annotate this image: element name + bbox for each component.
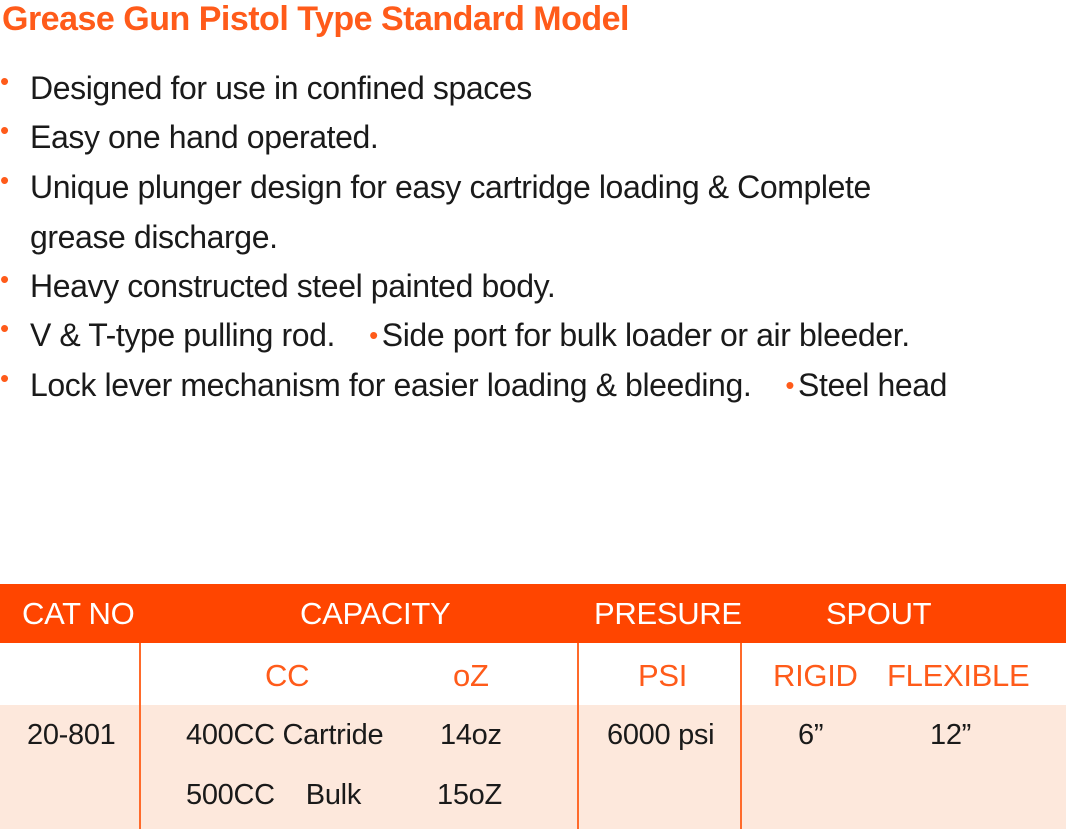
feature-text-group <box>30 317 910 354</box>
column-divider <box>740 643 742 829</box>
feature-text-extra: Steel head <box>798 367 948 403</box>
header-spout: SPOUT <box>826 596 932 631</box>
feature-text: grease discharge. <box>30 219 278 255</box>
cell-flexible: 12” <box>930 719 972 751</box>
cell-cat-no: 20-801 <box>27 719 116 751</box>
page-title: Grease Gun Pistol Type Standard Model <box>2 0 630 38</box>
header-pressure: PRESURE <box>594 596 742 631</box>
spec-table <box>0 584 1066 829</box>
subheader-cc: CC <box>265 658 310 693</box>
table-subheader-row <box>0 643 1066 705</box>
feature-text: Heavy constructed steel painted body. <box>30 268 556 304</box>
feature-text: Unique plunger design for easy cartridge loading & Complete <box>30 169 871 205</box>
cell-cc: 500CC Bulk <box>186 779 362 811</box>
bullet-icon: • <box>0 165 10 195</box>
subheader-flexible: FLEXIBLE <box>887 658 1030 693</box>
feature-text: Easy one hand operated. <box>30 119 379 155</box>
cell-pressure: 6000 psi <box>607 719 715 751</box>
bullet-icon: • <box>0 313 10 343</box>
header-cat-no: CAT NO <box>22 596 135 631</box>
subheader-oz: oZ <box>453 658 489 693</box>
bullet-icon: • <box>369 320 378 350</box>
column-divider <box>139 643 141 829</box>
feature-text: Lock lever mechanism for easier loading & bleeding. <box>30 367 752 403</box>
feature-text-group <box>30 367 947 404</box>
bullet-icon: • <box>0 115 10 145</box>
cell-rigid: 6” <box>798 719 824 751</box>
bullet-icon: • <box>0 264 10 294</box>
feature-text-extra: Side port for bulk loader or air bleeder. <box>381 317 910 353</box>
cell-oz: 15oZ <box>437 779 502 811</box>
column-divider <box>577 643 579 829</box>
bullet-icon: • <box>0 66 10 96</box>
feature-text: V & T-type pulling rod. <box>30 317 336 353</box>
table-header-row <box>0 584 1066 643</box>
cell-cc: 400CC Cartride <box>186 719 384 751</box>
bullet-icon: • <box>0 363 10 393</box>
feature-text: Designed for use in confined spaces <box>30 70 532 106</box>
header-capacity: CAPACITY <box>300 596 451 631</box>
table-row <box>0 705 1066 829</box>
cell-oz: 14oz <box>440 719 502 751</box>
bullet-icon: • <box>785 370 795 400</box>
subheader-psi: PSI <box>638 658 688 693</box>
subheader-rigid: RIGID <box>773 658 858 693</box>
